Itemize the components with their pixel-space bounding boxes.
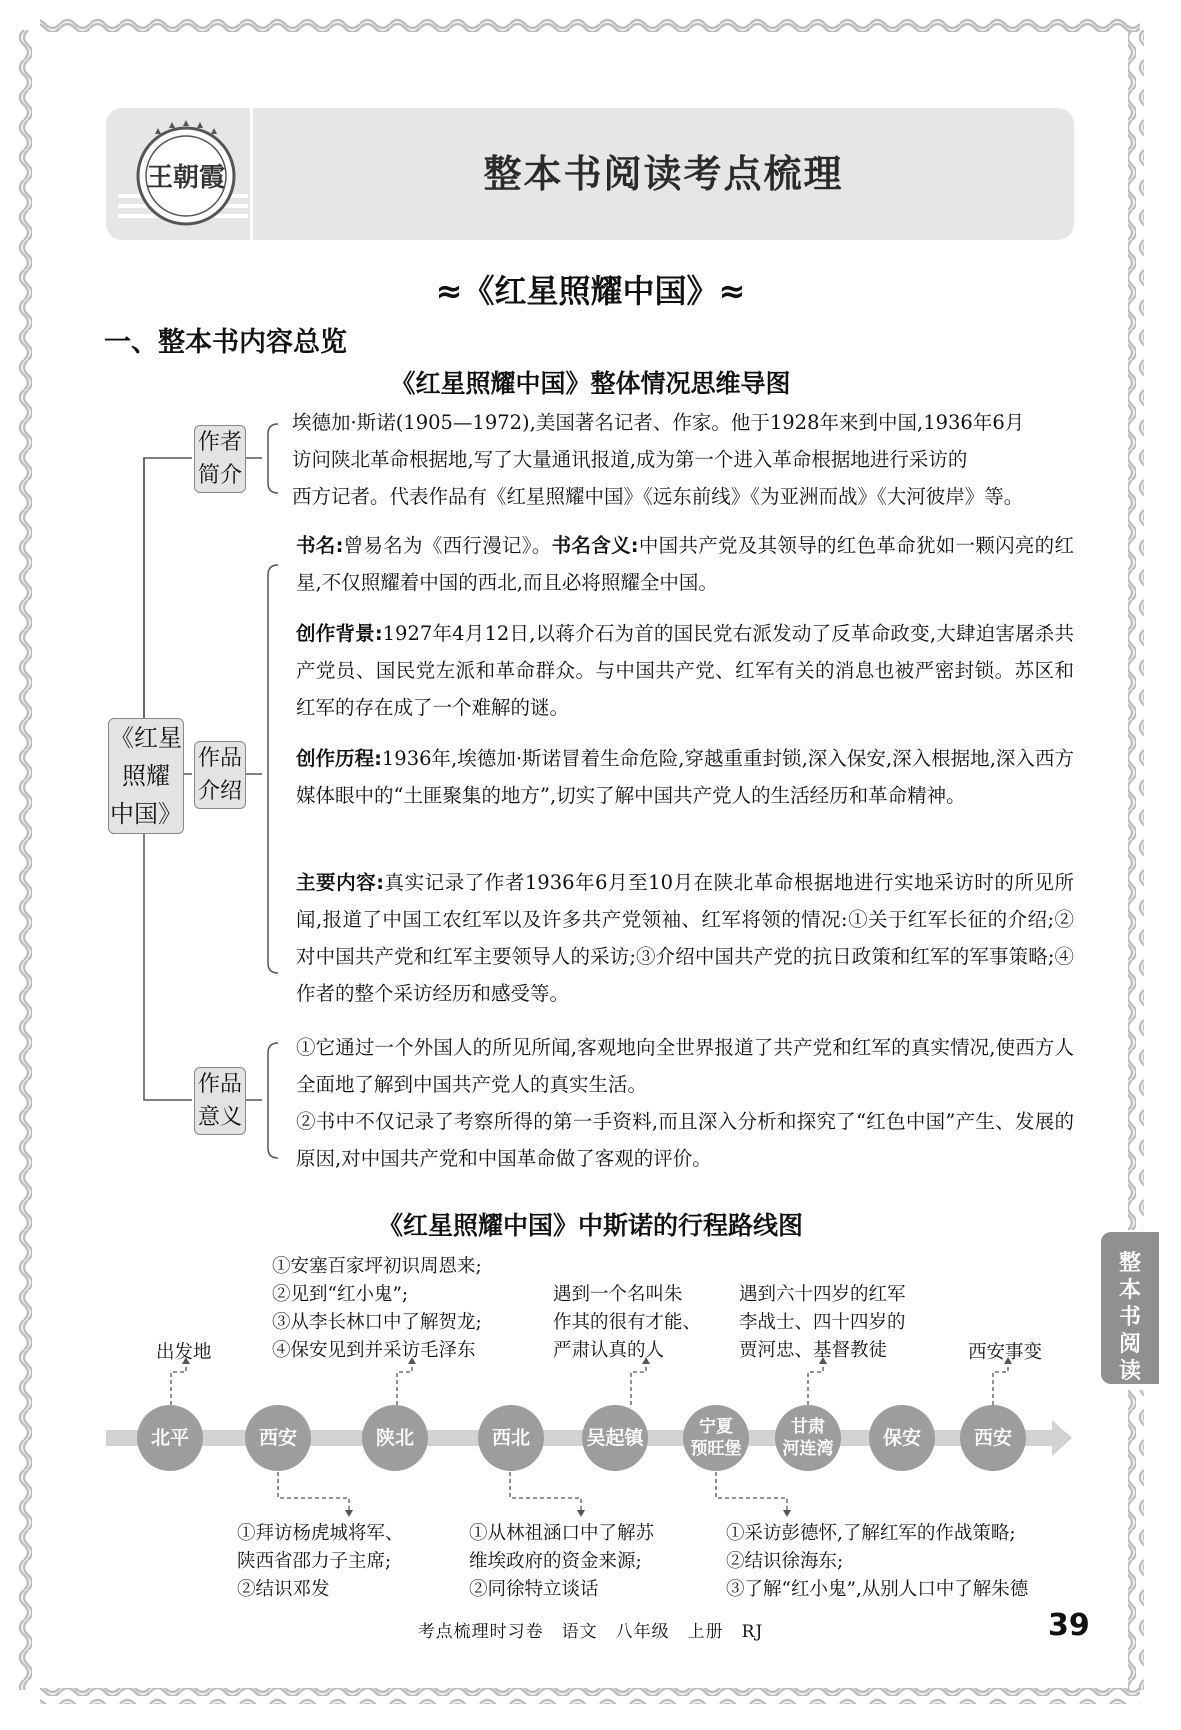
- stop-line: 河连湾: [782, 1439, 834, 1459]
- side-tab[interactable]: [1101, 1232, 1159, 1384]
- node-line: 作品: [197, 1072, 242, 1097]
- text-line: 埃德加·斯诺(1905—1972),美国著名记者、作家。他于1928年来到中国,1936年6月: [292, 411, 1025, 434]
- note-line: 贾河忠、基督教徒: [739, 1340, 888, 1361]
- route-stop-helianwan: [775, 1405, 841, 1471]
- item-text: 1927年4月12日,以蒋介石为首的国民党右派发动了反革命政变,大肆迫害屠杀共产党员、国民党左派和革命群众。与中国共产党、红军有关的消息也被严密封锁。苏区和红军的存在成了一个难解的谜。: [296, 622, 1074, 719]
- node-line: 作者: [197, 430, 242, 455]
- note-xian: [237, 1520, 404, 1604]
- note-line: ②结识邓发: [237, 1579, 330, 1600]
- item-text: 真实记录了作者1936年6月至10月在陕北革命根据地进行实地采访时的所见所闻,报道了中国工农红军以及许多共产党领袖、红军将领的情况:①关于红军长征的介绍;②对中国共产党和红军主要领导人的采访;③介绍中国共产党的抗日政策和红军的军事策略;④作者的整个采访经历和感受等。: [296, 871, 1074, 1005]
- item-label: 主要内容:: [296, 871, 384, 894]
- section-heading: 一、整本书内容总览: [104, 327, 347, 358]
- route-title: 《红星照耀中国》中斯诺的行程路线图: [377, 1211, 803, 1240]
- works-node: [194, 741, 246, 809]
- footer-text: 考点梳理时习卷 语文 八年级 上册 RJ: [417, 1622, 764, 1642]
- root-line: 照耀: [122, 762, 170, 790]
- note-line: ④保安见到并采访毛泽东: [272, 1340, 476, 1361]
- note-line: ①拜访杨虎城将军、: [237, 1523, 404, 1544]
- item-label: 创作历程:: [296, 747, 382, 770]
- works-content: [296, 864, 1074, 1012]
- root-line: 《红星: [110, 724, 182, 752]
- item-label: 书名含义:: [551, 534, 639, 557]
- item-text: ①它通过一个外国人的所见所闻,客观地向全世界报道了共产党和红军的真实情况,使西方人全面地了解到中国共产党人的真实生活。: [296, 1036, 1074, 1096]
- stop-line: 预旺堡: [690, 1439, 742, 1459]
- svg-text:王朝霞: 王朝霞: [146, 163, 226, 193]
- route-stop-yuwangbao: [683, 1405, 749, 1471]
- route-stop-shaanbei: 陕北: [362, 1405, 428, 1471]
- note-line: 维埃政府的资金来源;: [469, 1551, 642, 1572]
- route-stop-xian: 西安: [245, 1405, 311, 1471]
- note-line: 出发地: [156, 1342, 212, 1363]
- note-xian-end: [968, 1339, 1042, 1367]
- item-text: 曾易名为《西行漫记》。: [343, 534, 552, 557]
- note-line: 遇到六十四岁的红军: [739, 1284, 906, 1305]
- note-line: 李战士、四十四岁的: [739, 1312, 906, 1333]
- mindmap-root-node: [108, 718, 184, 834]
- works-process: [296, 740, 1074, 814]
- route-stop-xibei: 西北: [478, 1405, 544, 1471]
- book-title: ≈《红星照耀中国》≈: [435, 272, 746, 310]
- author-node: [194, 425, 246, 493]
- item-text: 1936年,埃德加·斯诺冒着生命危险,穿越重重封锁,深入保安,深入根据地,深入西方媒体眼中的“土匪聚集的地方”,切实了解中国共产党人的生活经历和革命精神。: [296, 747, 1074, 807]
- note-wuqi: [553, 1281, 701, 1365]
- root-line: 中国》: [110, 800, 182, 828]
- note-line: 作其的很有才能、: [553, 1312, 702, 1333]
- stop-line: 甘肃: [791, 1417, 825, 1437]
- significance-item-1: [296, 1029, 1074, 1103]
- note-yuwangbao: [726, 1520, 1028, 1604]
- node-line: 简介: [197, 463, 242, 488]
- node-line: 意义: [197, 1105, 242, 1130]
- works-title-meaning: [296, 527, 1074, 601]
- route-stop-baoan: 保安: [869, 1405, 935, 1471]
- note-shaanbei: [272, 1253, 482, 1365]
- note-line: ②结识徐海东;: [726, 1551, 844, 1572]
- item-text: ②书中不仅记录了考察所得的第一手资料,而且深入分析和探究了“红色中国”产生、发展的原因,对中国共产党和中国革命做了客观的评价。: [296, 1110, 1074, 1170]
- note-line: 西安事变: [968, 1342, 1043, 1363]
- page-title: 整本书阅读考点梳理: [483, 152, 844, 196]
- author-intro: [292, 404, 1074, 515]
- significance-item-2: [296, 1103, 1074, 1177]
- item-label: 书名:: [296, 534, 344, 557]
- brand-logo: [118, 112, 248, 236]
- note-line: ③了解“红小鬼”,从别人口中了解朱德: [726, 1579, 1029, 1600]
- note-beijing: [156, 1339, 212, 1367]
- stop-line: 宁夏: [699, 1417, 733, 1437]
- significance-node: [194, 1067, 246, 1135]
- item-text: 中国共产党及其领导的红色革命犹如一颗闪亮的红星,不仅照耀着中国的西北,而且必将照耀全中国。: [296, 534, 1074, 594]
- item-label: 创作背景:: [296, 622, 383, 645]
- text-line: 西方记者。代表作品有《红星照耀中国》《远东前线》《为亚洲而战》《大河彼岸》等。: [292, 485, 1024, 508]
- route-stop-xian-end: 西安: [960, 1405, 1026, 1471]
- route-stop-wuqi: 吴起镇: [582, 1405, 648, 1471]
- mindmap-title: 《红星照耀中国》整体情况思维导图: [390, 369, 791, 398]
- note-xibei: [469, 1520, 654, 1604]
- node-line: 介绍: [197, 779, 242, 804]
- works-background: [296, 615, 1074, 726]
- note-line: ①安塞百家坪初识周恩来;: [272, 1256, 482, 1277]
- note-line: 严肃认真的人: [553, 1340, 665, 1361]
- note-line: 陕西省邵力子主席;: [237, 1551, 392, 1572]
- note-line: ①从林祖涵口中了解苏: [469, 1523, 655, 1544]
- note-helianwan: [739, 1281, 906, 1365]
- text-line: 访问陕北革命根据地,写了大量通讯报道,成为第一个进入革命根据地进行采访的: [292, 448, 968, 471]
- note-line: ②见到“红小鬼”;: [272, 1284, 409, 1305]
- note-line: 遇到一个名叫朱: [553, 1284, 683, 1305]
- note-line: ①采访彭德怀,了解红军的作战策略;: [726, 1523, 1016, 1544]
- note-line: ②同徐特立谈话: [469, 1579, 599, 1600]
- route-stop-beijing: 北平: [137, 1405, 203, 1471]
- note-line: ③从李长林口中了解贺龙;: [272, 1312, 482, 1333]
- node-line: 作品: [197, 746, 242, 771]
- page-number: 39: [1048, 1608, 1090, 1643]
- side-tab-label: 整本书阅读: [1118, 1251, 1141, 1384]
